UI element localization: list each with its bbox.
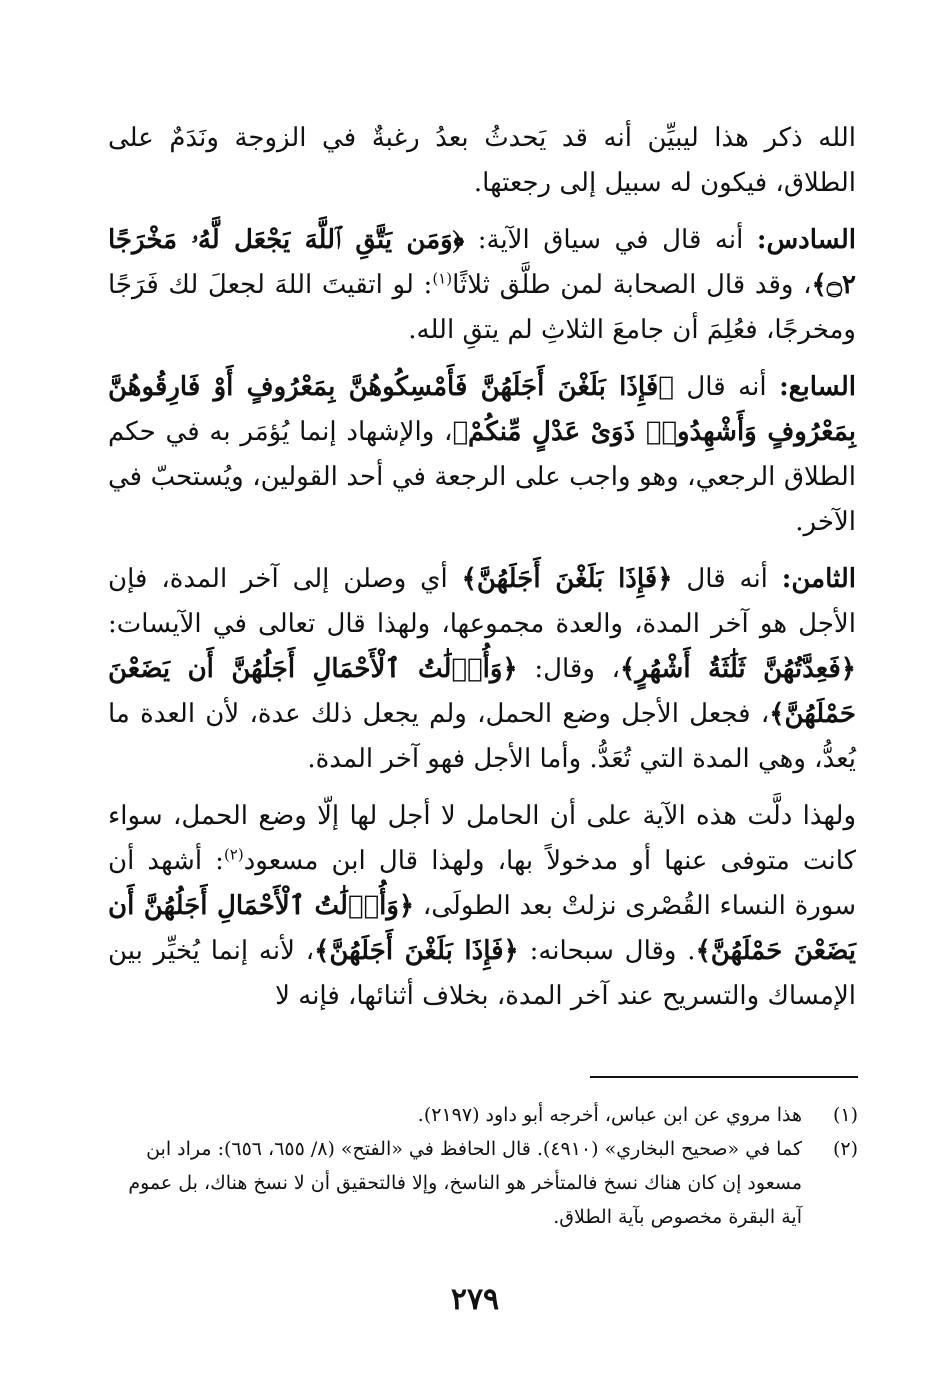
paragraph-text: ، فجعل الأجل وضع الحمل، ولم يجعل ذلك عدة، لأن العدة ما يُعدُّ، وهي المدة التي تُعَدُّ. وأما الأجل فهو آخر المدة. [108, 699, 856, 774]
paragraph-text: ، لأنه إنما يُخيِّر بين الإمساك والتسريح عند آخر المدة، بخلاف أثنائها، فإنه لا [108, 936, 856, 1011]
footnote-item [108, 1132, 858, 1234]
paragraph-text: أنه قال [686, 372, 767, 402]
footnote-text: كما في «صحيح البخاري» (٤٩١٠). قال الحافظ في «الفتح» (٨/ ٦٥٥، ٦٥٦): مراد ابن مسعود إن كان هناك نسخ فالمتأخر هو الناسخ، وإلا فالتحقيق أن لا نسخ هناك، بل عموم آية البقرة مخصوص بآية الطلاق. [128, 1138, 802, 1228]
page-number: ٢٧٩ [450, 1282, 500, 1317]
paragraph-text: أي وصلن إلى آخر المدة، فإن الأجل هو آخر المدة، والعدة مجموعها، ولهذا قال تعالى في الآيسات: [108, 564, 856, 639]
quran-verse: ﴿وَأُو۟لَٰتُ ٱلْأَحْمَالِ أَجَلُهُنَّ أَن يَضَعْنَ حَمْلَهُنَّ﴾ [108, 891, 856, 966]
footnote-text: هذا مروي عن ابن عباس، أخرجه أبو داود (٢١٩٧). [417, 1104, 802, 1126]
quran-verse: ﴿فَعِدَّتُهُنَّ ثَلَٰثَةُ أَشْهُرٍ﴾ [619, 654, 856, 684]
paragraph-text: : لو اتقيتَ اللهَ لجعلَ لك فَرَجًا ومخرجًا، فعُلِمَ أن جامعَ الثلاثِ لم يتقِ الله. [108, 270, 856, 345]
quran-verse: ﴿فَإِذَا بَلَغْنَ أَجَلَهُنَّ﴾ [314, 936, 519, 966]
paragraph-lead: الثامن: [781, 564, 857, 594]
paragraph-lead: السابع: [779, 372, 857, 402]
footnote-number: (١) [832, 1104, 858, 1126]
footnotes [108, 1098, 858, 1234]
paragraph-sixth [108, 218, 856, 353]
quran-verse: ﴿فَإِذَا بَلَغْنَ أَجَلَهُنَّ فَأَمْسِكُوهُنَّ بِمَعْرُوفٍ أَوْ فَارِقُوهُنَّ بِمَعْرُوفٍ وَأَشْهِدُوا۟ ذَوَىْ عَدْلٍ مِّنكُمْ﴾ [108, 372, 856, 447]
paragraph-text: : أشهد أن سورة النساء القُصْرى نزلتْ بعد الطولَى، [108, 846, 856, 921]
quran-verse: ﴿فَإِذَا بَلَغْنَ أَجَلَهُنَّ﴾ [461, 564, 673, 594]
paragraph-intro [108, 116, 856, 206]
paragraph-text: . وقال سبحانه: [529, 936, 696, 966]
paragraph-lead: السادس: [756, 225, 857, 255]
paragraph-text: ، وقال: [534, 654, 620, 684]
paragraph-text: أنه قال في سياق الآية: [477, 225, 744, 255]
footnote-divider [590, 1076, 858, 1078]
paragraph-pregnancy [108, 794, 856, 1019]
paragraph-text: ، وقد قال الصحابة لمن طلَّق ثلاثًا [452, 270, 812, 300]
paragraph-text: ولهذا دلَّت هذه الآية على أن الحامل لا أجل لها إلّا وضع الحمل، سواء كانت متوفى عنها أو مدخولاً بها، ولهذا قال ابن مسعود [108, 801, 856, 876]
paragraph-text: أنه قال [686, 564, 768, 594]
footnote-number: (٢) [832, 1138, 858, 1160]
main-text [108, 116, 856, 1019]
footnote-item [108, 1098, 858, 1132]
quran-verse: ﴿وَأُو۟لَٰتُ ٱلْأَحْمَالِ أَجَلُهُنَّ أَن يَضَعْنَ حَمْلَهُنَّ﴾ [108, 654, 856, 729]
quran-verse: ﴿وَمَن يَتَّقِ ٱللَّهَ يَجْعَل لَّهُۥ مَخْرَجًا ۝٢﴾ [108, 225, 856, 300]
paragraph-seventh [108, 365, 856, 545]
footnote-ref: (٢) [223, 845, 244, 864]
footnote-ref: (١) [432, 269, 453, 288]
paragraph-text: الله ذكر هذا ليبيِّن أنه قد يَحدثُ بعدُ رغبةٌ في الزوجة ونَدَمٌ على الطلاق، فيكون له سبيل إلى رجعتها. [108, 123, 856, 198]
paragraph-eighth [108, 557, 856, 782]
paragraph-text: ، والإشهاد إنما يُؤمَر به في حكم الطلاق الرجعي، وهو واجب على الرجعة في أحد القولين، ويُستحبّ في الآخر. [108, 417, 856, 537]
